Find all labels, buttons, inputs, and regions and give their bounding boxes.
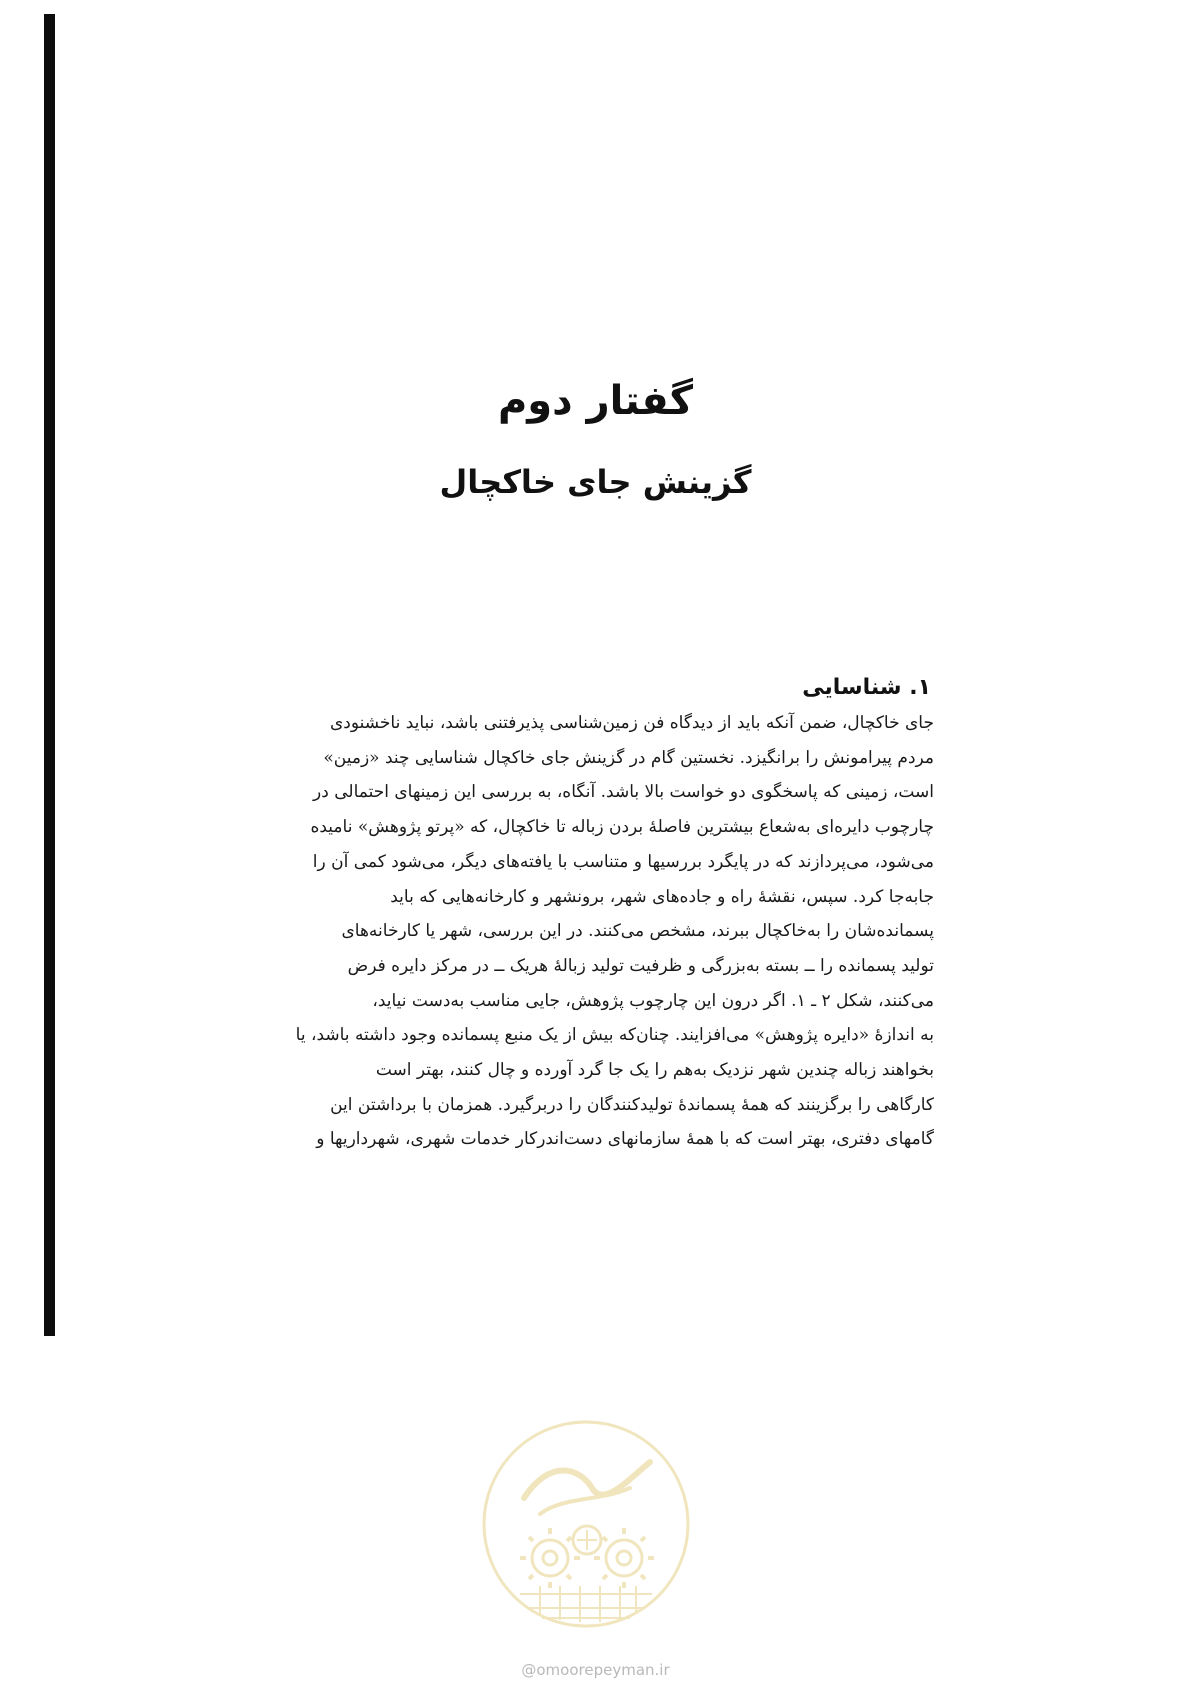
body-line: گامهای دفتری، بهتر است که با همهٔ سازمانهای دست‌اندرکار خدمات شهری، شهرداریها و (316, 1129, 934, 1150)
gear-icon-right (594, 1528, 654, 1588)
body-line: بخواهند زباله چندین شهر نزدیک به‌هم را یک جا گرد آورده و چال کنند، بهتر است (375, 1060, 934, 1081)
body-line: جای خاکچال، ضمن آنکه باید از دیدگاه فن زمین‌شناسی پذیرفتنی باشد، نباید ناخشنودی (329, 713, 934, 733)
body-line: می‌شود، می‌پردازند که در پایگرد بررسیها و متناسب با یافته‌های دیگر، می‌شود کمی آن را (312, 851, 934, 872)
chapter-subtitle: گزینش جای خاکچال (439, 463, 752, 501)
body-line: است، زمینی که پاسخگوی دو خواست بالا باشد. آنگاه، به بررسی این زمینهای احتمالی در (313, 782, 934, 803)
section-heading: ۱. شناسایی (802, 675, 931, 700)
body-line: مردم پیرامونش را برانگیزد. نخستین گام در گزینش جای خاکچال شناسایی چند «زمین» (323, 747, 934, 768)
watermark-url: @omoorepeyman.ir (521, 1661, 670, 1679)
chapter-title: گفتار دوم (497, 378, 694, 424)
body-line: پسمانده‌شان را به‌خاکچال ببرند، مشخص می‌کنند. در این بررسی، شهر یا کارخانه‌های (341, 921, 934, 942)
body-paragraph (232, 706, 934, 1157)
body-line: تولید پسمانده را ــ بسته به‌بزرگی و ظرفیت تولید زبالهٔ هریک ــ در مرکز دایره فرض (347, 955, 934, 976)
body-line: چارچوب دایره‌ای به‌شعاع بیشترین فاصلهٔ بردن زباله تا خاکچال، که «پرتو پژوهش» نامیده (310, 817, 934, 838)
body-line: جابه‌جا کرد. سپس، نقشهٔ راه و جاده‌های شهر، برونشهر و کارخانه‌هایی که باید (390, 886, 934, 907)
watermark-seal-logo (480, 1418, 692, 1630)
body-line: کارگاهی را برگزینند که همهٔ پسماندهٔ تولیدکنندگان را دربرگیرد. همزمان با برداشتن این (330, 1094, 934, 1115)
body-line: می‌کنند، شکل ۲ ـ ۱. اگر درون این چارچوب پژوهش، جایی مناسب به‌دست نیاید، (372, 990, 934, 1011)
body-line: به اندازهٔ «دایره پژوهش» می‌افزایند. چنان‌که بیش از یک منبع پسمانده وجود داشته باشد، یا (295, 1025, 934, 1046)
scan-binding-edge (44, 14, 55, 1336)
gear-icon-left (520, 1528, 580, 1588)
